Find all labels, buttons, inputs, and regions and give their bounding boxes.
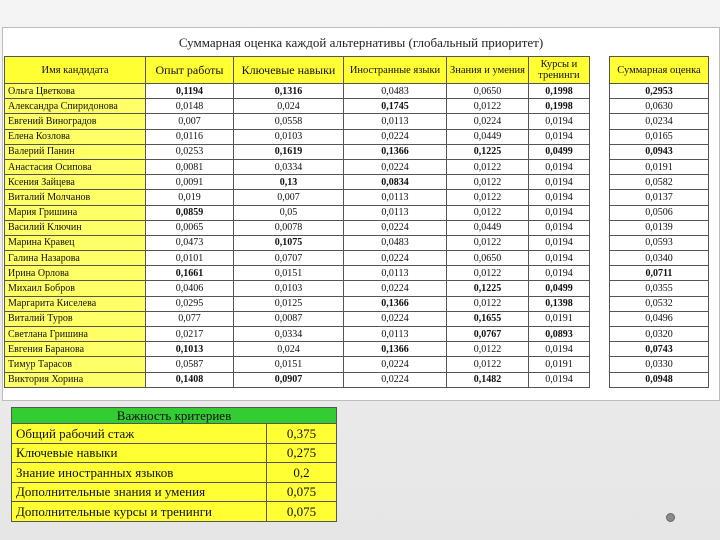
score-knowledge: 0,0224 bbox=[447, 114, 529, 129]
score-languages: 0,0224 bbox=[344, 220, 447, 235]
table-row bbox=[5, 84, 709, 99]
score-skills: 0,13 bbox=[234, 175, 344, 190]
criterion-label: Знание иностранных языков bbox=[12, 463, 267, 483]
score-total: 0,2953 bbox=[609, 84, 708, 99]
score-skills: 0,05 bbox=[234, 205, 344, 220]
score-knowledge: 0,0650 bbox=[447, 251, 529, 266]
header-skills: Ключевые навыки bbox=[234, 57, 344, 84]
score-knowledge: 0,1482 bbox=[447, 372, 529, 387]
score-skills: 0,0125 bbox=[234, 296, 344, 311]
score-knowledge: 0,0650 bbox=[447, 84, 529, 99]
score-experience: 0,0587 bbox=[146, 357, 234, 372]
score-languages: 0,0224 bbox=[344, 311, 447, 326]
score-skills: 0,0907 bbox=[234, 372, 344, 387]
table-row bbox=[5, 281, 709, 296]
header-gap bbox=[589, 57, 609, 84]
score-languages: 0,0224 bbox=[344, 129, 447, 144]
score-experience: 0,0253 bbox=[146, 144, 234, 159]
score-languages: 0,0224 bbox=[344, 372, 447, 387]
table-row bbox=[5, 342, 709, 357]
score-experience: 0,0101 bbox=[146, 251, 234, 266]
score-experience: 0,0091 bbox=[146, 175, 234, 190]
score-knowledge: 0,0122 bbox=[447, 342, 529, 357]
candidate-name: Виктория Хорина bbox=[5, 372, 146, 387]
score-languages: 0,0113 bbox=[344, 327, 447, 342]
score-experience: 0,0081 bbox=[146, 159, 234, 174]
score-knowledge: 0,0122 bbox=[447, 266, 529, 281]
table-row bbox=[5, 311, 709, 326]
score-experience: 0,0065 bbox=[146, 220, 234, 235]
table-row bbox=[5, 372, 709, 387]
score-languages: 0,1366 bbox=[344, 342, 447, 357]
score-knowledge: 0,0122 bbox=[447, 205, 529, 220]
candidate-name: Евгения Баранова bbox=[5, 342, 146, 357]
weight-row bbox=[12, 424, 337, 444]
column-gap bbox=[589, 266, 609, 281]
score-languages: 0,0483 bbox=[344, 235, 447, 250]
score-knowledge: 0,0122 bbox=[447, 159, 529, 174]
score-languages: 0,0113 bbox=[344, 190, 447, 205]
score-experience: 0,1408 bbox=[146, 372, 234, 387]
document-page bbox=[2, 27, 720, 401]
score-languages: 0,0224 bbox=[344, 251, 447, 266]
score-total: 0,0943 bbox=[609, 144, 708, 159]
table-row bbox=[5, 144, 709, 159]
column-gap bbox=[589, 357, 609, 372]
candidate-name: Евгений Виноградов bbox=[5, 114, 146, 129]
column-gap bbox=[589, 220, 609, 235]
candidate-name: Ольга Цветкова bbox=[5, 84, 146, 99]
score-experience: 0,0859 bbox=[146, 205, 234, 220]
candidate-name: Мария Гришина bbox=[5, 205, 146, 220]
score-courses: 0,1998 bbox=[528, 84, 589, 99]
score-courses: 0,0194 bbox=[528, 220, 589, 235]
score-skills: 0,0151 bbox=[234, 357, 344, 372]
table-row bbox=[5, 235, 709, 250]
header-name: Имя кандидата bbox=[5, 57, 146, 84]
score-courses: 0,1998 bbox=[528, 99, 589, 114]
score-languages: 0,1745 bbox=[344, 99, 447, 114]
score-knowledge: 0,1225 bbox=[447, 281, 529, 296]
column-gap bbox=[589, 99, 609, 114]
table-row bbox=[5, 327, 709, 342]
score-total: 0,0139 bbox=[609, 220, 708, 235]
criterion-label: Ключевые навыки bbox=[12, 443, 267, 463]
score-total: 0,0948 bbox=[609, 372, 708, 387]
score-knowledge: 0,0122 bbox=[447, 357, 529, 372]
score-courses: 0,1398 bbox=[528, 296, 589, 311]
score-languages: 0,0113 bbox=[344, 114, 447, 129]
score-knowledge: 0,0122 bbox=[447, 175, 529, 190]
score-skills: 0,0558 bbox=[234, 114, 344, 129]
column-gap bbox=[589, 296, 609, 311]
score-experience: 0,1013 bbox=[146, 342, 234, 357]
score-courses: 0,0499 bbox=[528, 144, 589, 159]
score-courses: 0,0194 bbox=[528, 235, 589, 250]
candidate-name: Михаил Бобров bbox=[5, 281, 146, 296]
score-experience: 0,019 bbox=[146, 190, 234, 205]
score-skills: 0,1619 bbox=[234, 144, 344, 159]
candidate-name: Виталий Молчанов bbox=[5, 190, 146, 205]
table-row bbox=[5, 159, 709, 174]
score-total: 0,0582 bbox=[609, 175, 708, 190]
candidate-name: Валерий Панин bbox=[5, 144, 146, 159]
score-languages: 0,0113 bbox=[344, 266, 447, 281]
score-experience: 0,007 bbox=[146, 114, 234, 129]
weight-row bbox=[12, 502, 337, 522]
score-courses: 0,0194 bbox=[528, 159, 589, 174]
column-gap bbox=[589, 159, 609, 174]
criterion-weight: 0,075 bbox=[267, 502, 337, 522]
score-languages: 0,0483 bbox=[344, 84, 447, 99]
table-row bbox=[5, 175, 709, 190]
score-courses: 0,0194 bbox=[528, 251, 589, 266]
score-languages: 0,0224 bbox=[344, 357, 447, 372]
table-header-row bbox=[5, 57, 709, 84]
score-languages: 0,0224 bbox=[344, 159, 447, 174]
candidate-name: Марина Кравец bbox=[5, 235, 146, 250]
table-row bbox=[5, 129, 709, 144]
candidate-name: Ксения Зайцева bbox=[5, 175, 146, 190]
score-knowledge: 0,1655 bbox=[447, 311, 529, 326]
table-row bbox=[5, 99, 709, 114]
table-row bbox=[5, 220, 709, 235]
score-experience: 0,0116 bbox=[146, 129, 234, 144]
column-gap bbox=[589, 205, 609, 220]
score-courses: 0,0194 bbox=[528, 372, 589, 387]
score-skills: 0,1316 bbox=[234, 84, 344, 99]
score-courses: 0,0194 bbox=[528, 114, 589, 129]
document-title: Суммарная оценка каждой альтернативы (глобальный приоритет) bbox=[178, 35, 544, 50]
score-skills: 0,0103 bbox=[234, 129, 344, 144]
header-languages: Иностранные языки bbox=[344, 57, 447, 84]
candidate-name: Светлана Гришина bbox=[5, 327, 146, 342]
criterion-label: Общий рабочий стаж bbox=[12, 424, 267, 444]
slide-decoration-dot bbox=[666, 513, 675, 522]
score-knowledge: 0,0449 bbox=[447, 129, 529, 144]
criterion-label: Дополнительные курсы и тренинги bbox=[12, 502, 267, 522]
score-skills: 0,0151 bbox=[234, 266, 344, 281]
score-experience: 0,1194 bbox=[146, 84, 234, 99]
score-experience: 0,1661 bbox=[146, 266, 234, 281]
score-total: 0,0630 bbox=[609, 99, 708, 114]
column-gap bbox=[589, 372, 609, 387]
candidate-name: Маргарита Киселева bbox=[5, 296, 146, 311]
table-row bbox=[5, 357, 709, 372]
weight-row bbox=[12, 482, 337, 502]
score-experience: 0,0217 bbox=[146, 327, 234, 342]
score-knowledge: 0,0767 bbox=[447, 327, 529, 342]
score-languages: 0,0834 bbox=[344, 175, 447, 190]
score-total: 0,0191 bbox=[609, 159, 708, 174]
table-row bbox=[5, 296, 709, 311]
criteria-weights-table bbox=[11, 407, 337, 522]
weight-row bbox=[12, 463, 337, 483]
column-gap bbox=[589, 327, 609, 342]
table-row bbox=[5, 205, 709, 220]
score-languages: 0,1366 bbox=[344, 144, 447, 159]
score-courses: 0,0893 bbox=[528, 327, 589, 342]
candidate-name: Ирина Орлова bbox=[5, 266, 146, 281]
weights-title: Важность критериев bbox=[12, 408, 337, 424]
score-total: 0,0496 bbox=[609, 311, 708, 326]
criterion-weight: 0,275 bbox=[267, 443, 337, 463]
score-total: 0,0506 bbox=[609, 205, 708, 220]
candidate-name: Александра Спиридонова bbox=[5, 99, 146, 114]
priority-table bbox=[4, 56, 709, 388]
score-knowledge: 0,0122 bbox=[447, 296, 529, 311]
score-languages: 0,0224 bbox=[344, 281, 447, 296]
candidate-name: Виталий Туров bbox=[5, 311, 146, 326]
score-courses: 0,0194 bbox=[528, 175, 589, 190]
candidate-name: Елена Козлова bbox=[5, 129, 146, 144]
column-gap bbox=[589, 342, 609, 357]
weight-row bbox=[12, 443, 337, 463]
score-skills: 0,0707 bbox=[234, 251, 344, 266]
score-knowledge: 0,1225 bbox=[447, 144, 529, 159]
score-languages: 0,1366 bbox=[344, 296, 447, 311]
score-skills: 0,024 bbox=[234, 99, 344, 114]
table-row bbox=[5, 190, 709, 205]
score-total: 0,0137 bbox=[609, 190, 708, 205]
column-gap bbox=[589, 190, 609, 205]
score-knowledge: 0,0449 bbox=[447, 220, 529, 235]
candidate-name: Василий Ключин bbox=[5, 220, 146, 235]
score-total: 0,0743 bbox=[609, 342, 708, 357]
score-skills: 0,1075 bbox=[234, 235, 344, 250]
score-total: 0,0532 bbox=[609, 296, 708, 311]
score-courses: 0,0194 bbox=[528, 266, 589, 281]
criterion-label: Дополнительные знания и умения bbox=[12, 482, 267, 502]
table-row bbox=[5, 251, 709, 266]
score-courses: 0,0499 bbox=[528, 281, 589, 296]
score-courses: 0,0194 bbox=[528, 190, 589, 205]
score-languages: 0,0113 bbox=[344, 205, 447, 220]
column-gap bbox=[589, 175, 609, 190]
candidate-name: Анастасия Осипова bbox=[5, 159, 146, 174]
score-courses: 0,0191 bbox=[528, 311, 589, 326]
score-skills: 0,0334 bbox=[234, 327, 344, 342]
score-skills: 0,0103 bbox=[234, 281, 344, 296]
score-total: 0,0340 bbox=[609, 251, 708, 266]
criterion-weight: 0,075 bbox=[267, 482, 337, 502]
score-experience: 0,0295 bbox=[146, 296, 234, 311]
score-skills: 0,007 bbox=[234, 190, 344, 205]
score-knowledge: 0,0122 bbox=[447, 99, 529, 114]
score-knowledge: 0,0122 bbox=[447, 190, 529, 205]
score-total: 0,0593 bbox=[609, 235, 708, 250]
score-courses: 0,0194 bbox=[528, 129, 589, 144]
score-experience: 0,0473 bbox=[146, 235, 234, 250]
column-gap bbox=[589, 251, 609, 266]
score-total: 0,0234 bbox=[609, 114, 708, 129]
table-row bbox=[5, 114, 709, 129]
score-total: 0,0320 bbox=[609, 327, 708, 342]
candidate-name: Тимур Тарасов bbox=[5, 357, 146, 372]
header-experience: Опыт работы bbox=[146, 57, 234, 84]
score-experience: 0,0148 bbox=[146, 99, 234, 114]
candidate-name: Галина Назарова bbox=[5, 251, 146, 266]
criterion-weight: 0,375 bbox=[267, 424, 337, 444]
table-row bbox=[5, 266, 709, 281]
score-skills: 0,0087 bbox=[234, 311, 344, 326]
score-experience: 0,0406 bbox=[146, 281, 234, 296]
score-total: 0,0711 bbox=[609, 266, 708, 281]
score-total: 0,0165 bbox=[609, 129, 708, 144]
score-courses: 0,0191 bbox=[528, 357, 589, 372]
score-skills: 0,0078 bbox=[234, 220, 344, 235]
criterion-weight: 0,2 bbox=[267, 463, 337, 483]
score-courses: 0,0194 bbox=[528, 342, 589, 357]
score-courses: 0,0194 bbox=[528, 205, 589, 220]
header-total: Суммарная оценка bbox=[609, 57, 708, 84]
score-experience: 0,077 bbox=[146, 311, 234, 326]
score-total: 0,0355 bbox=[609, 281, 708, 296]
score-skills: 0,024 bbox=[234, 342, 344, 357]
score-skills: 0,0334 bbox=[234, 159, 344, 174]
column-gap bbox=[589, 129, 609, 144]
column-gap bbox=[589, 311, 609, 326]
column-gap bbox=[589, 281, 609, 296]
header-knowledge: Знания и умения bbox=[447, 57, 529, 84]
column-gap bbox=[589, 114, 609, 129]
column-gap bbox=[589, 235, 609, 250]
score-total: 0,0330 bbox=[609, 357, 708, 372]
column-gap bbox=[589, 144, 609, 159]
column-gap bbox=[589, 84, 609, 99]
header-courses: Курсы и тренинги bbox=[528, 57, 589, 84]
score-knowledge: 0,0122 bbox=[447, 235, 529, 250]
